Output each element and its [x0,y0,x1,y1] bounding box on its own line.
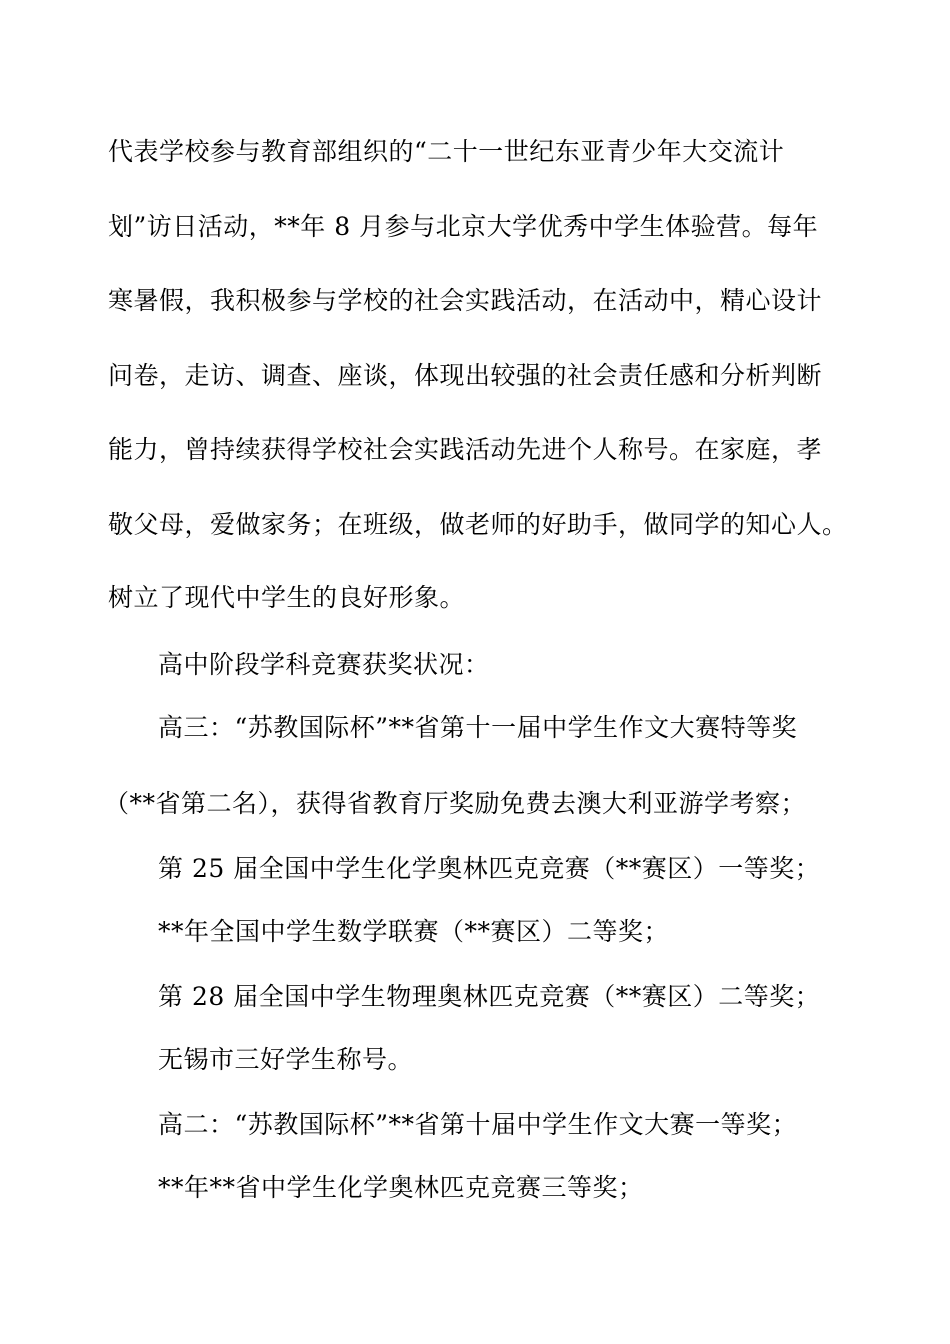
award-line-8: **年**省中学生化学奥林匹克竞赛三等奖； [158,1173,644,1202]
paragraph-line-3: 寒暑假，我积极参与学校的社会实践活动，在活动中，精心设计 [108,286,823,315]
paragraph-line-1: 代表学校参与教育部组织的“二十一世纪东亚青少年大交流计 [108,137,785,166]
award-line-2: （**省第二名），获得省教育厅奖励免费去澳大利亚游学考察； [104,789,807,818]
award-line-6: 无锡市三好学生称号。 [158,1045,414,1074]
award-line-5: 第 28 届全国中学生物理奥林匹克竞赛（**赛区）二等奖； [158,982,821,1011]
paragraph-line-5: 能力，曾持续获得学校社会实践活动先进个人称号。在家庭，孝 [108,435,823,464]
section-heading-awards: 高中阶段学科竞赛获奖状况： [158,650,490,679]
award-line-4: **年全国中学生数学联赛（**赛区）二等奖； [158,917,670,946]
paragraph-line-4: 问卷，走访、调查、座谈，体现出较强的社会责任感和分析判断 [108,361,823,390]
award-line-1: 高三：“苏教国际杯”**省第十一届中学生作文大赛特等奖 [158,713,798,742]
award-line-3: 第 25 届全国中学生化学奥林匹克竞赛（**赛区）一等奖； [158,854,821,883]
award-line-7: 高二：“苏教国际杯”**省第十届中学生作文大赛一等奖； [158,1110,798,1139]
paragraph-line-2: 划”访日活动，**年 8 月参与北京大学优秀中学生体验营。每年 [108,212,819,241]
paragraph-line-7: 树立了现代中学生的良好形象。 [108,583,466,612]
paragraph-line-6: 敬父母，爱做家务；在班级，做老师的好助手，做同学的知心人。 [108,510,848,539]
